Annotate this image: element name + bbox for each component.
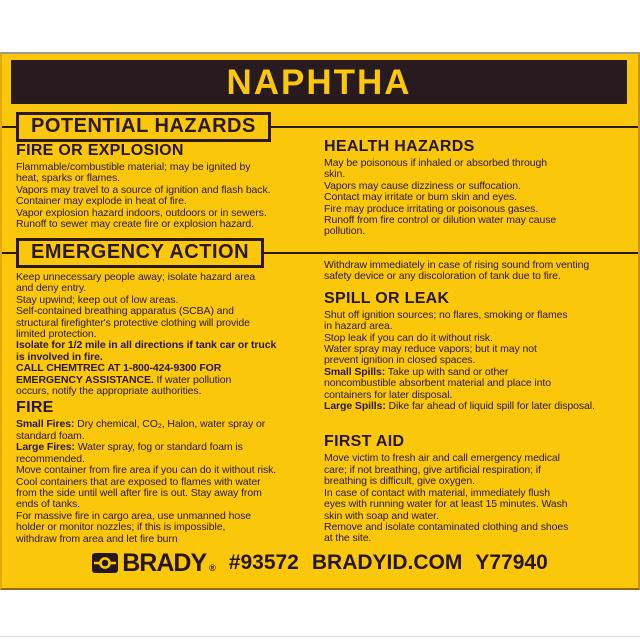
right-lower-sections (324, 260, 638, 545)
hazard-label (0, 52, 640, 590)
text-line: Shut off ignition sources; no flares, smoking or flames (324, 308, 568, 321)
text-line: Small Fires: Dry chemical, CO₂, Halon, water spray or (16, 418, 266, 431)
first-aid-text (324, 453, 638, 544)
first-aid-heading: FIRST AID (324, 433, 405, 451)
text-line: Stay upwind; keep out of low areas. (16, 293, 179, 306)
text-line: is involved in fire. (16, 350, 103, 363)
text-line: care; if not breathing, give artificial respiration; if (324, 463, 541, 476)
part-number: #93572 (228, 551, 299, 574)
withdraw-text (324, 260, 638, 283)
text-line: occurs, notify the appropriate authorities. (16, 385, 202, 398)
emergency-action-section (16, 272, 316, 545)
fire-text (16, 419, 316, 544)
text-line: holder or monitor nozzles; if this is impossible, (16, 521, 226, 534)
text-line: Stop leak if you can do it without risk. (324, 331, 493, 344)
text-line: standard foam. (16, 429, 85, 442)
text-line: noncombustible absorbent material and place into (324, 377, 551, 390)
text-line: Remove and isolate contaminated clothing and shoes (324, 520, 569, 533)
text-line: Large Spills: Dike far ahead of liquid spill for later disposal. (324, 400, 595, 413)
text-line: from the side until well after fire is out. Stay away from (16, 486, 262, 499)
text-line: Container may explode in heat of fire. (16, 195, 187, 208)
text-line: Water spray may reduce vapors; but it may not (324, 343, 537, 356)
text-line: Withdraw immediately in case of rising sound from venting (324, 259, 590, 271)
text-line: withdraw from area and let fire burn (16, 532, 178, 545)
text-line: Vapors may cause dizziness or suffocation. (324, 179, 521, 192)
text-line: Runoff from fire control or dilution water may cause (324, 214, 557, 227)
text-line: skin with soap and water. (324, 509, 439, 522)
text-line: For massive fire in cargo area, use unmanned hose (16, 509, 251, 522)
text-line: containers for later disposal. (324, 388, 453, 401)
text-line: Keep unnecessary people away; isolate hazard area (16, 271, 256, 283)
text-line: at the site. (324, 532, 372, 545)
chemical-name-banner (11, 60, 627, 104)
text-line: EMERGENCY ASSISTANCE. If water pollution (16, 373, 232, 386)
registered-trademark-symbol: ® (209, 563, 216, 573)
spill-or-leak-heading: SPILL OR LEAK (324, 289, 450, 307)
text-line: Self-contained breathing apparatus (SCBA) and (16, 305, 234, 318)
text-line: Cool containers that are exposed to flames with water (16, 475, 261, 488)
text-line: CALL CHEMTREC AT 1-800-424-9300 FOR (16, 362, 222, 375)
text-line: Vapor explosion hazard indoors, outdoors or in sewers. (16, 206, 267, 219)
text-line: Small Spills: Take up with sand or other (324, 365, 509, 378)
text-line: eyes with running water for at least 15 minutes. Wash (324, 498, 568, 511)
text-line: structural firefighter's protective clothing will provide (16, 316, 250, 329)
text-line: heat, sparks or flames. (16, 172, 120, 185)
website: BRADYID.COM (311, 551, 463, 574)
text-line: recommended. (16, 452, 85, 465)
health-hazards-section (324, 138, 638, 238)
brady-logo (92, 549, 216, 577)
stock-number: Y77940 (475, 551, 548, 574)
fire-or-explosion-text (16, 162, 316, 230)
brady-wordmark: BRADY (122, 549, 207, 577)
page-edge-line (0, 636, 640, 637)
text-line: in hazard area. (324, 320, 393, 333)
text-line: Contact may irritate or burn skin and eyes. (324, 191, 517, 204)
chemical-name: NAPHTHA (226, 62, 412, 102)
text-line: Isolate for 1/2 mile in all directions if tank car or truck (16, 339, 277, 352)
text-line: Flammable/combustible material; may be ignited by (16, 161, 251, 173)
text-line: Move victim to fresh air and call emergency medical (324, 452, 560, 465)
text-line: In case of contact with material, immediately flush (324, 486, 550, 499)
text-line: limited protection. (16, 328, 97, 341)
potential-hazards-title: POTENTIAL HAZARDS (16, 112, 271, 142)
emergency-action-title: EMERGENCY ACTION (16, 238, 264, 268)
fire-or-explosion-heading: FIRE OR EXPLOSION (16, 142, 184, 159)
health-hazards-heading: HEALTH HAZARDS (324, 138, 475, 155)
text-line: skin. (324, 168, 346, 181)
health-hazards-text (324, 158, 638, 238)
text-line: pollution. (324, 225, 366, 238)
text-line: safety device or any discoloration of tank due to fire. (324, 270, 561, 283)
text-line: Runoff to sewer may create fire or explosion hazard. (16, 218, 254, 231)
text-line: and deny entry. (16, 282, 87, 295)
text-line: prevent ignition in closed spaces. (324, 354, 476, 367)
fire-or-explosion-section (16, 142, 316, 230)
text-line: Large Fires: Water spray, fog or standard foam is (16, 441, 243, 454)
text-line: Move container from fire area if you can do it without risk. (16, 464, 277, 477)
spill-or-leak-text (324, 310, 638, 413)
text-line: Vapors may travel to a source of ignition and flash back. (16, 183, 271, 196)
emergency-action-text (16, 272, 316, 397)
text-line: Fire may produce irritating or poisonous gases. (324, 202, 539, 215)
brady-logo-icon (92, 552, 119, 574)
fire-heading: FIRE (16, 399, 54, 417)
footer (2, 546, 638, 580)
text-line: ends of tanks. (16, 498, 80, 511)
text-line: May be poisonous if inhaled or absorbed through (324, 157, 547, 169)
text-line: breathing is difficult, give oxygen. (324, 475, 475, 488)
